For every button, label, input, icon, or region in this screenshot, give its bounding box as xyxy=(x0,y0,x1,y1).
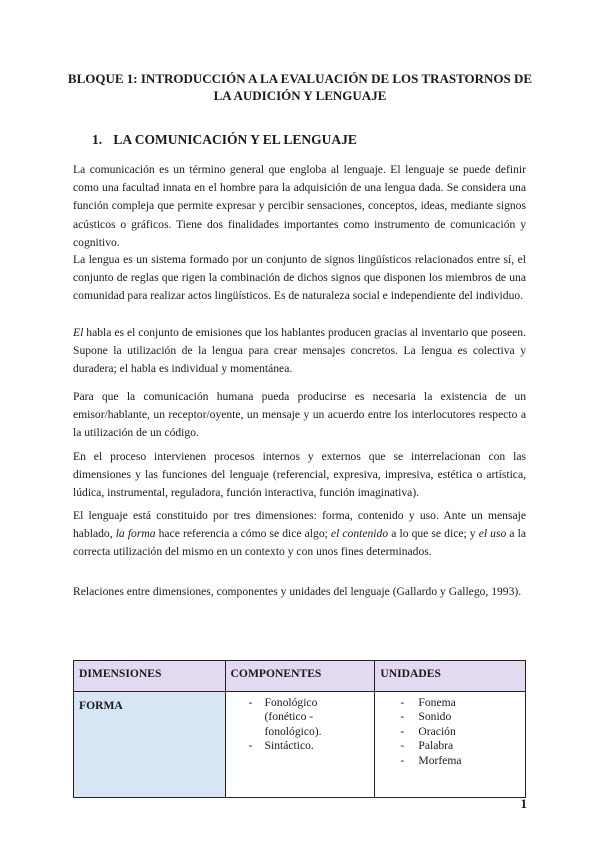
unit-text: Palabra xyxy=(418,739,454,753)
paragraph-comunicacion: La comunicación es un término general que engloba al lenguaje. El lenguaje se puede definir como una facultad innata en el hombre para la adquisición de una lengua dada. Se considera una función compleja que permite expresar y percibir sensaciones, conceptos, ideas, mediante signos acústicos o gráficos. Tiene dos finalidades importantes como instrumento de comunicación y cognitivo. xyxy=(73,163,526,249)
dash-bullet: - xyxy=(400,710,405,724)
table-header-row xyxy=(74,661,526,692)
dash-bullet: - xyxy=(400,739,405,753)
header-dimensiones: DIMENSIONES xyxy=(74,661,226,692)
unit-text: Sonido xyxy=(418,710,452,724)
list-item xyxy=(380,725,520,739)
cell-dimension: FORMA xyxy=(74,692,226,798)
paragraph-comunicacion-humana: Para que la comunicación humana pueda producirse es necesaria la existencia de un emisor/hablante, un receptor/oyente, un mensaje y un acuerdo entre los interlocutores respecto a la utilización de un código. xyxy=(73,390,526,440)
section-heading xyxy=(92,132,357,148)
unit-text: Oración xyxy=(418,724,456,738)
component-text: Sintáctico. xyxy=(264,739,314,753)
paragraph-table-caption: Relaciones entre dimensiones, componentes y unidades del lenguaje (Gallardo y Gallego, 1993). xyxy=(73,585,522,598)
units-list xyxy=(380,696,520,768)
table-row xyxy=(74,692,526,798)
dash-bullet: - xyxy=(248,739,253,753)
unit-text: Fonema xyxy=(418,696,456,709)
document-title: BLOQUE 1: INTRODUCCIÓN A LA EVALUACIÓN DE LOS TRASTORNOS DE LA AUDICIÓN Y LENGUAJE xyxy=(67,71,533,103)
p6-term-contenido: el contenido xyxy=(330,527,389,541)
paragraph-habla xyxy=(73,324,526,379)
page-number: 1 xyxy=(520,796,527,811)
list-item xyxy=(380,710,520,724)
paragraph-lengua: La lengua es un sistema formado por un conjunto de signos lingüísticos relacionados entre sí, el conjunto de reglas que rigen la combinación de dichos signos que disponen los miembros de una comunidad para realizar actos lingüísticos. Es de naturaleza social e independiente del individuo. xyxy=(73,253,526,303)
header-unidades: UNIDADES xyxy=(375,661,526,692)
dash-bullet: - xyxy=(248,696,253,709)
dash-bullet: - xyxy=(400,696,405,709)
p6-term-forma: la forma xyxy=(115,527,156,541)
list-item xyxy=(380,754,520,768)
list-item xyxy=(231,739,355,753)
p6-part-e: a lo que se dice; y xyxy=(388,527,479,541)
dash-bullet: - xyxy=(400,753,405,767)
paragraph-dimensiones xyxy=(73,507,526,562)
components-list xyxy=(231,696,370,754)
p6-part-a: El lenguaje está constituido por tres dimensiones: forma, contenido y uso. Ante un mensaje hablado, xyxy=(73,509,526,541)
paragraph-habla-text: habla es el conjunto de emisiones que los hablantes producen gracias al inventario que poseen. Supone la utilización de la lengua para crear mensajes concretos. La lengua es colectiva y duradera; el habla es individual y momentánea. xyxy=(73,326,526,376)
component-text: Fonológico (fonético - fonológico). xyxy=(264,696,322,738)
paragraph-proceso: En el proceso intervienen procesos internos y externos que se interrelacionan con las dimensiones y las funciones del lenguaje (referencial, expresiva, impresiva, estética o artística, lúdica, instrumental, reguladora, función interactiva, función imaginativa). xyxy=(73,450,526,500)
list-item xyxy=(231,696,355,739)
p6-part-g: a la correcta utilización del mismo en un contexto y con unos fines determinados. xyxy=(73,527,527,559)
paragraph-habla-em: El xyxy=(73,326,84,339)
cell-units xyxy=(375,692,526,798)
cell-components xyxy=(225,692,375,798)
list-item xyxy=(380,696,520,710)
section-number: 1. xyxy=(92,132,103,147)
section-heading-text: LA COMUNICACIÓN Y EL LENGUAJE xyxy=(113,132,357,147)
header-componentes: COMPONENTES xyxy=(225,661,375,692)
list-item xyxy=(380,739,520,753)
p6-term-uso: el uso xyxy=(478,527,507,541)
unit-text: Morfema xyxy=(418,753,462,767)
p6-part-c: hace referencia a cómo se dice algo; xyxy=(155,527,331,541)
dimensions-table xyxy=(73,660,526,798)
dash-bullet: - xyxy=(400,724,405,738)
